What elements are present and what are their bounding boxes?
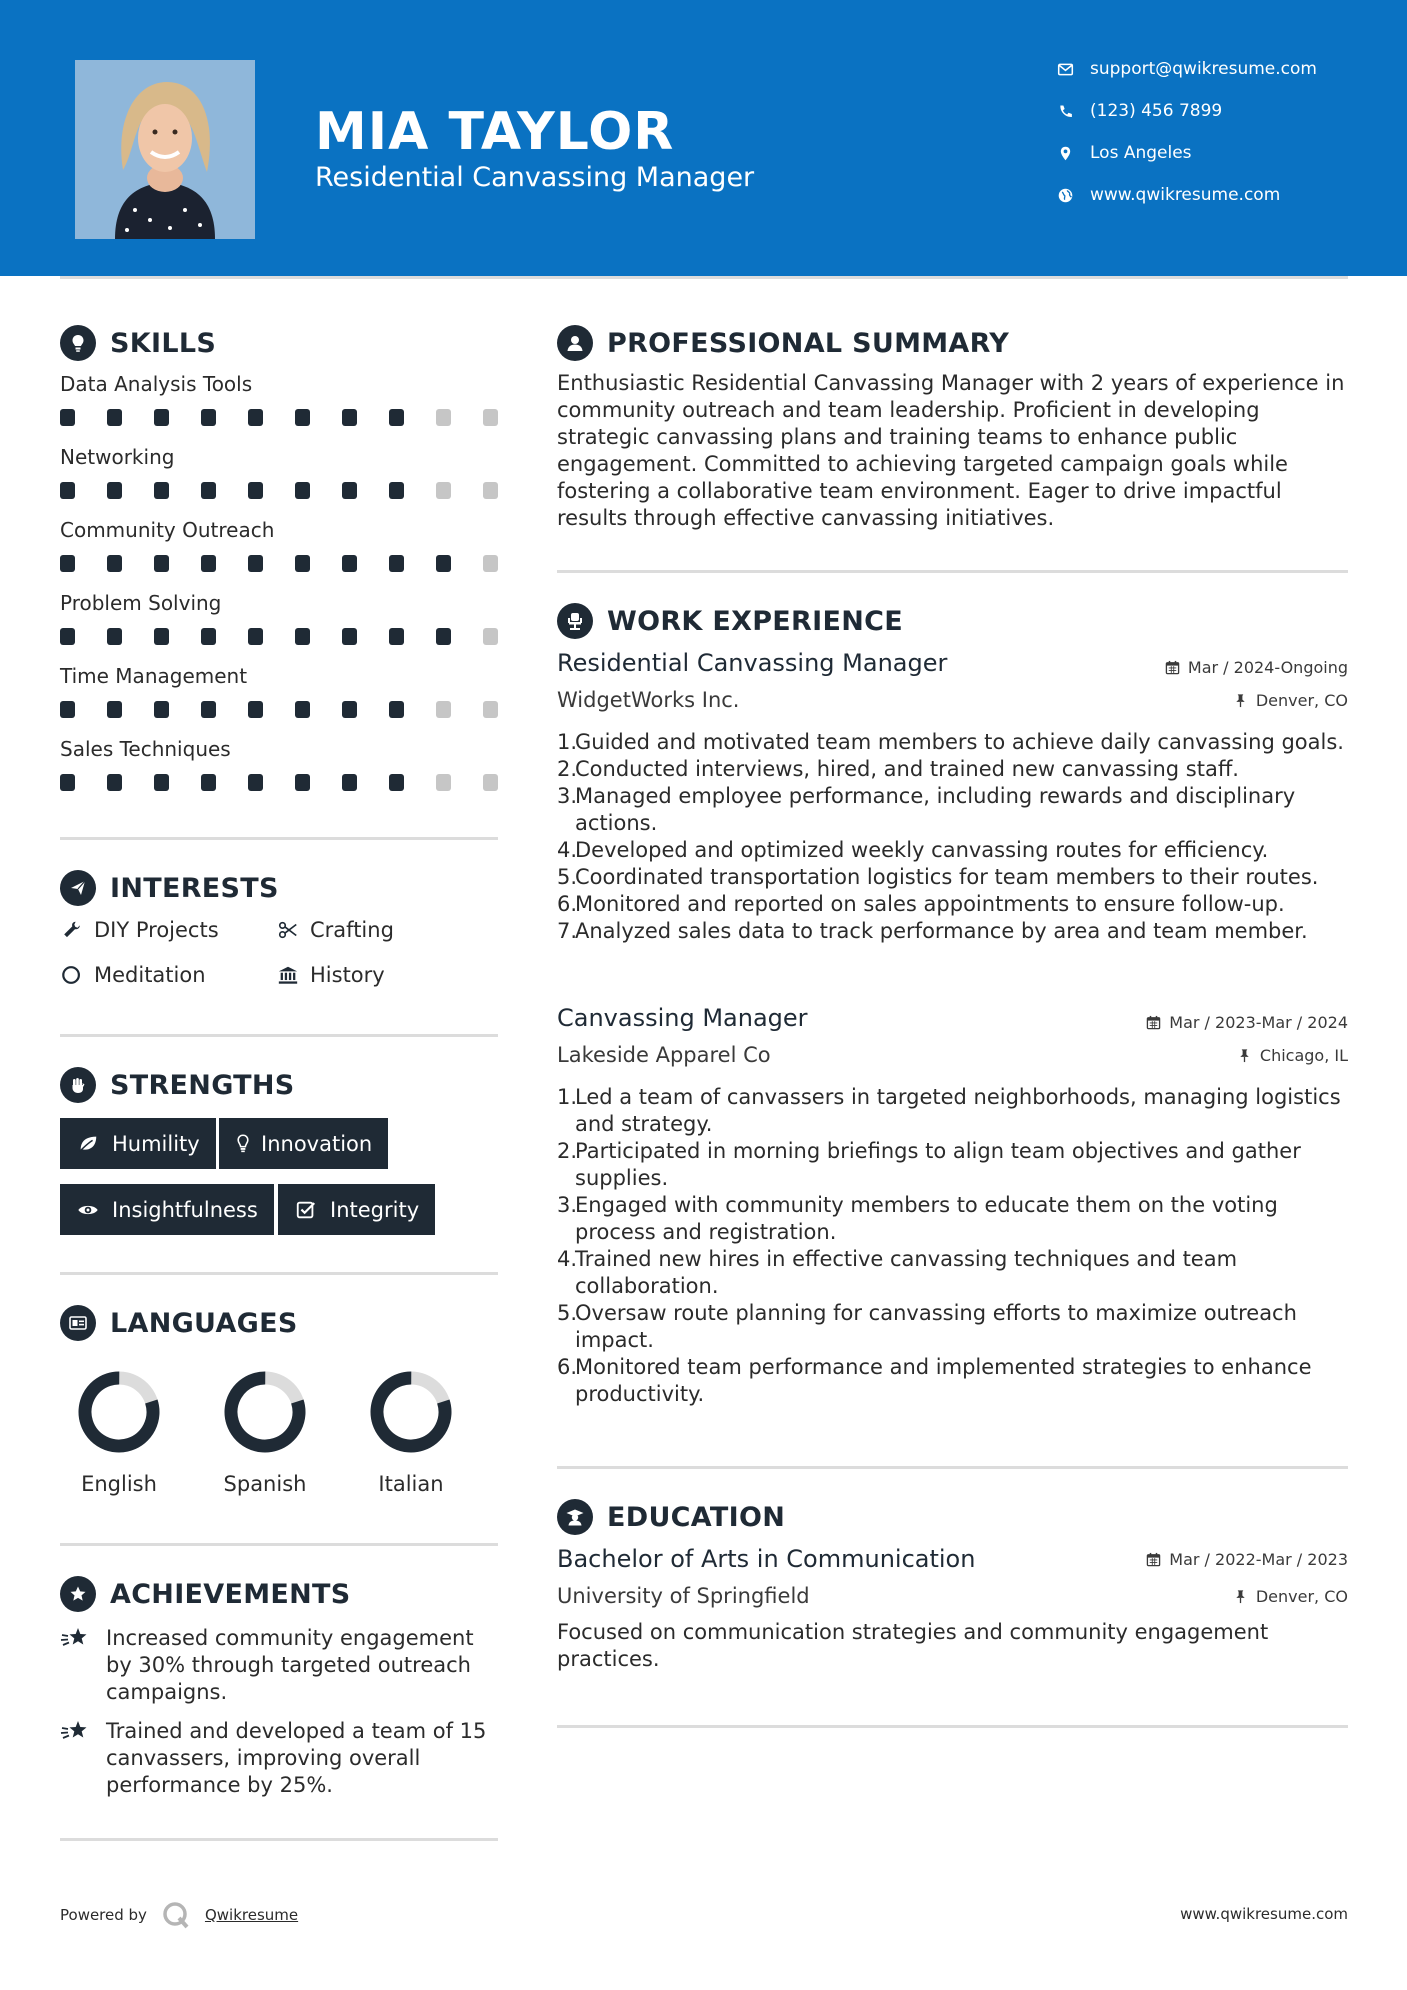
museum-icon (276, 963, 300, 987)
skill-name: Sales Techniques (60, 737, 231, 761)
qwikresume-logo-icon (161, 1900, 191, 1930)
skill-name: Networking (60, 445, 175, 469)
skill-dot-filled (154, 701, 169, 718)
skill-dot-filled (107, 701, 122, 718)
skill-dot-filled (295, 701, 310, 718)
skill-dot-empty (436, 774, 451, 791)
job-date-text: Mar / 2024-Ongoing (1187, 658, 1348, 677)
interest-label: History (310, 963, 385, 987)
interest-label: DIY Projects (94, 918, 219, 942)
ring-fill (76, 1369, 162, 1455)
skill-dot-filled (154, 482, 169, 499)
interests-title: INTERESTS (110, 872, 279, 904)
contact-email-text: support@qwikresume.com (1090, 59, 1317, 79)
user-icon (557, 325, 593, 361)
languages-heading (60, 1305, 298, 1341)
education-description: Focused on communication strategies and community engagement practices. (557, 1620, 1269, 1671)
skill-dot-filled (154, 774, 169, 791)
job-bullet: 3. Engaged with community members to educate them on the voting process and registration. (557, 1193, 1278, 1244)
skill-name: Community Outreach (60, 518, 275, 542)
job-location (1237, 1046, 1348, 1065)
skill-dot-filled (201, 701, 216, 718)
powered-by-text: Powered by (60, 1906, 147, 1924)
skills-title: SKILLS (110, 327, 217, 359)
section-divider (557, 1466, 1348, 1469)
skill-dot-filled (389, 409, 404, 426)
skill-dot-empty (483, 482, 498, 499)
paper-plane-icon (60, 870, 96, 906)
shooting-star-icon (60, 1718, 92, 1746)
job-bullet: 6. Monitored and reported on sales appointments to ensure follow-up. (557, 892, 1285, 916)
job-bullet: 5. Oversaw route planning for canvassing efforts to maximize outreach impact. (557, 1301, 1297, 1352)
header-banner (0, 0, 1407, 276)
job-location (1233, 691, 1348, 710)
skill-dot-filled (248, 774, 263, 791)
language-proficiency-ring (222, 1369, 308, 1455)
lightbulb-icon (235, 1132, 251, 1156)
leaf-icon (76, 1132, 100, 1156)
education-degree: Bachelor of Arts in Communication (557, 1545, 976, 1573)
strengths-heading (60, 1067, 295, 1103)
contact-location (1055, 143, 1192, 163)
skill-dot-filled (107, 555, 122, 572)
skill-dot-filled (436, 628, 451, 645)
skill-dot-filled (154, 555, 169, 572)
skill-dot-filled (201, 482, 216, 499)
envelope-icon (1055, 59, 1075, 79)
skill-dot-filled (342, 555, 357, 572)
experience-heading (557, 603, 903, 639)
pushpin-icon (1237, 1048, 1252, 1063)
skill-dot-empty (483, 555, 498, 572)
skill-name: Time Management (60, 664, 248, 688)
skill-dot-filled (295, 774, 310, 791)
hand-fist-icon (60, 1067, 96, 1103)
contact-email[interactable] (1055, 59, 1317, 79)
job-bullet: 4. Developed and optimized weekly canvassing routes for efficiency. (557, 838, 1269, 862)
job-bullet: 1. Led a team of canvassers in targeted neighborhoods, managing logistics and strategy. (557, 1085, 1341, 1136)
skill-dot-filled (295, 628, 310, 645)
strength-label: Humility (112, 1131, 200, 1156)
strength-tag (60, 1184, 274, 1235)
skill-dot-filled (389, 555, 404, 572)
skill-dot-filled (295, 555, 310, 572)
star-badge-icon (60, 1576, 96, 1612)
skill-dot-filled (248, 701, 263, 718)
job-bullet: 5. Coordinated transportation logistics for team members to their routes. (557, 865, 1319, 889)
skill-dot-filled (60, 555, 75, 572)
footer-powered-by (60, 1900, 298, 1930)
strength-tag (60, 1118, 216, 1169)
office-chair-icon (557, 603, 593, 639)
interest-item (60, 963, 206, 987)
skill-dot-empty (483, 628, 498, 645)
job-bullet: 2. Conducted interviews, hired, and trained new canvassing staff. (557, 757, 1239, 781)
section-divider (60, 1272, 498, 1275)
education-date-text: Mar / 2022-Mar / 2023 (1169, 1550, 1348, 1569)
job-date (1165, 658, 1348, 677)
job-date (1146, 1013, 1348, 1032)
location-pin-icon (1055, 143, 1075, 163)
achievement-text: Increased community engagement by 30% through targeted outreach campaigns. (106, 1626, 474, 1704)
candidate-role: Residential Canvassing Manager (315, 162, 755, 193)
job-bullet: 3. Managed employee performance, including rewards and disciplinary actions. (557, 784, 1296, 835)
circle-icon (60, 963, 84, 987)
interest-label: Crafting (310, 918, 394, 942)
skill-dot-filled (295, 409, 310, 426)
skill-dot-filled (60, 774, 75, 791)
skill-dot-filled (436, 555, 451, 572)
summary-heading (557, 325, 1009, 361)
contact-phone-text: (123) 456 7899 (1090, 101, 1223, 121)
pushpin-icon (1233, 1589, 1248, 1604)
skill-dot-filled (389, 774, 404, 791)
contact-location-text: Los Angeles (1090, 143, 1192, 163)
strength-label: Insightfulness (112, 1197, 258, 1222)
pushpin-icon (1233, 693, 1248, 708)
achievements-title: ACHIEVEMENTS (110, 1578, 351, 1610)
phone-icon (1055, 101, 1075, 121)
skills-heading (60, 325, 216, 361)
job-company: WidgetWorks Inc. (557, 688, 740, 712)
calendar-icon (1146, 1015, 1161, 1030)
skill-dot-filled (248, 409, 263, 426)
shooting-star-icon (60, 1625, 92, 1653)
calendar-icon (1146, 1552, 1161, 1567)
strengths-title: STRENGTHS (110, 1069, 295, 1101)
eye-icon (76, 1198, 100, 1222)
job-date-text: Mar / 2023-Mar / 2024 (1169, 1013, 1348, 1032)
achievement-item (60, 1625, 500, 1706)
skill-dot-empty (436, 701, 451, 718)
candidate-name: MIA TAYLOR (315, 102, 675, 162)
job-bullet: 2. Participated in morning briefings to align team objectives and gather supplies. (557, 1139, 1301, 1190)
skill-dot-filled (201, 555, 216, 572)
skill-dot-filled (201, 628, 216, 645)
skill-name: Data Analysis Tools (60, 372, 253, 396)
education-school: University of Springfield (557, 1584, 810, 1608)
job-location-text: Denver, CO (1255, 691, 1348, 710)
strength-tag (278, 1184, 435, 1235)
skill-dot-filled (154, 628, 169, 645)
contact-website[interactable] (1055, 185, 1280, 205)
language-name: English (81, 1472, 157, 1496)
job-bullets (557, 1084, 1347, 1408)
job-bullet: 4. Trained new hires in effective canvassing techniques and team collaboration. (557, 1247, 1238, 1298)
section-divider (60, 1034, 498, 1037)
language-name: Spanish (223, 1472, 307, 1496)
skill-dot-filled (342, 774, 357, 791)
skill-dot-filled (342, 628, 357, 645)
languages-title: LANGUAGES (110, 1307, 298, 1339)
skill-rating (60, 628, 498, 645)
education-title: EDUCATION (607, 1501, 786, 1533)
education-heading (557, 1499, 785, 1535)
skill-dot-filled (107, 774, 122, 791)
language-proficiency-ring (76, 1369, 162, 1455)
skill-rating (60, 555, 498, 572)
skill-rating (60, 482, 498, 499)
profile-photo (75, 60, 255, 239)
skill-dot-filled (248, 555, 263, 572)
graduate-icon (557, 1499, 593, 1535)
skill-dot-filled (295, 482, 310, 499)
skill-rating (60, 774, 498, 791)
ring-fill (222, 1369, 308, 1455)
summary-title: PROFESSIONAL SUMMARY (607, 327, 1010, 359)
skill-dot-filled (107, 628, 122, 645)
skill-dot-filled (389, 628, 404, 645)
job-title: Residential Canvassing Manager (557, 649, 948, 677)
skill-rating (60, 701, 498, 718)
skill-dot-filled (342, 409, 357, 426)
header-divider (60, 276, 1348, 279)
skill-rating (60, 409, 498, 426)
skill-dot-filled (60, 409, 75, 426)
skill-dot-filled (342, 701, 357, 718)
skill-dot-empty (436, 482, 451, 499)
section-divider (557, 570, 1348, 573)
qwikresume-link[interactable]: Qwikresume (204, 1906, 299, 1924)
education-date (1146, 1550, 1348, 1569)
language-name: Italian (378, 1472, 444, 1496)
skill-dot-filled (389, 701, 404, 718)
skill-dot-filled (201, 409, 216, 426)
skill-dot-filled (248, 628, 263, 645)
skill-dot-empty (483, 701, 498, 718)
skill-dot-filled (60, 628, 75, 645)
achievement-text: Trained and developed a team of 15 canvassers, improving overall performance by 25%. (106, 1719, 487, 1797)
interests-heading (60, 870, 279, 906)
checkbox-icon (294, 1198, 318, 1222)
skill-dot-empty (436, 409, 451, 426)
skill-name: Problem Solving (60, 591, 222, 615)
skill-dot-filled (389, 482, 404, 499)
skill-dot-filled (201, 774, 216, 791)
skill-dot-empty (483, 409, 498, 426)
strength-tag (219, 1118, 388, 1169)
contact-website-text: www.qwikresume.com (1090, 185, 1281, 205)
globe-icon (1055, 185, 1075, 205)
job-bullet: 6. Monitored team performance and implemented strategies to enhance productivity. (557, 1355, 1312, 1406)
job-bullet: 7. Analyzed sales data to track performance by area and team member. (557, 919, 1308, 943)
job-bullets (557, 729, 1347, 945)
scissors-icon (276, 918, 300, 942)
language-card-icon (60, 1305, 96, 1341)
lightbulb-icon (60, 325, 96, 361)
education-location (1233, 1587, 1348, 1606)
calendar-icon (1165, 660, 1180, 675)
skill-dot-filled (107, 409, 122, 426)
language-proficiency-ring (368, 1369, 454, 1455)
interest-item (276, 963, 385, 987)
job-title: Canvassing Manager (557, 1004, 808, 1032)
interest-item (276, 918, 394, 942)
skill-dot-empty (483, 774, 498, 791)
section-divider (60, 837, 498, 840)
contact-phone[interactable] (1055, 101, 1222, 121)
strength-label: Integrity (330, 1197, 420, 1222)
interest-label: Meditation (94, 963, 206, 987)
education-location-text: Denver, CO (1255, 1587, 1348, 1606)
skill-dot-filled (248, 482, 263, 499)
job-bullet: 1. Guided and motivated team members to achieve daily canvassing goals. (557, 730, 1344, 754)
strength-label: Innovation (261, 1131, 373, 1156)
job-company: Lakeside Apparel Co (557, 1043, 771, 1067)
section-divider (60, 1838, 498, 1841)
skill-dot-filled (60, 701, 75, 718)
interest-item (60, 918, 219, 942)
skill-dot-filled (342, 482, 357, 499)
experience-title: WORK EXPERIENCE (607, 605, 903, 637)
summary-text: Enthusiastic Residential Canvassing Manager with 2 years of experience in community outreach and team leadership. Proficient in developing strategic canvassing plans and training teams to enhance public engagement. Committed to achieving targeted campaign goals while fostering a collaborative team environment. Eager to drive impactful results through effective canvassing initiatives. (557, 371, 1345, 530)
skill-dot-filled (60, 482, 75, 499)
section-divider (557, 1725, 1348, 1728)
achievement-item (60, 1718, 500, 1799)
section-divider (60, 1543, 498, 1546)
wrench-icon (60, 918, 84, 942)
job-location-text: Chicago, IL (1259, 1046, 1348, 1065)
skill-dot-filled (107, 482, 122, 499)
footer-website-link[interactable]: www.qwikresume.com (1180, 1905, 1348, 1923)
ring-fill (368, 1369, 454, 1455)
skill-dot-filled (154, 409, 169, 426)
achievements-heading (60, 1576, 351, 1612)
